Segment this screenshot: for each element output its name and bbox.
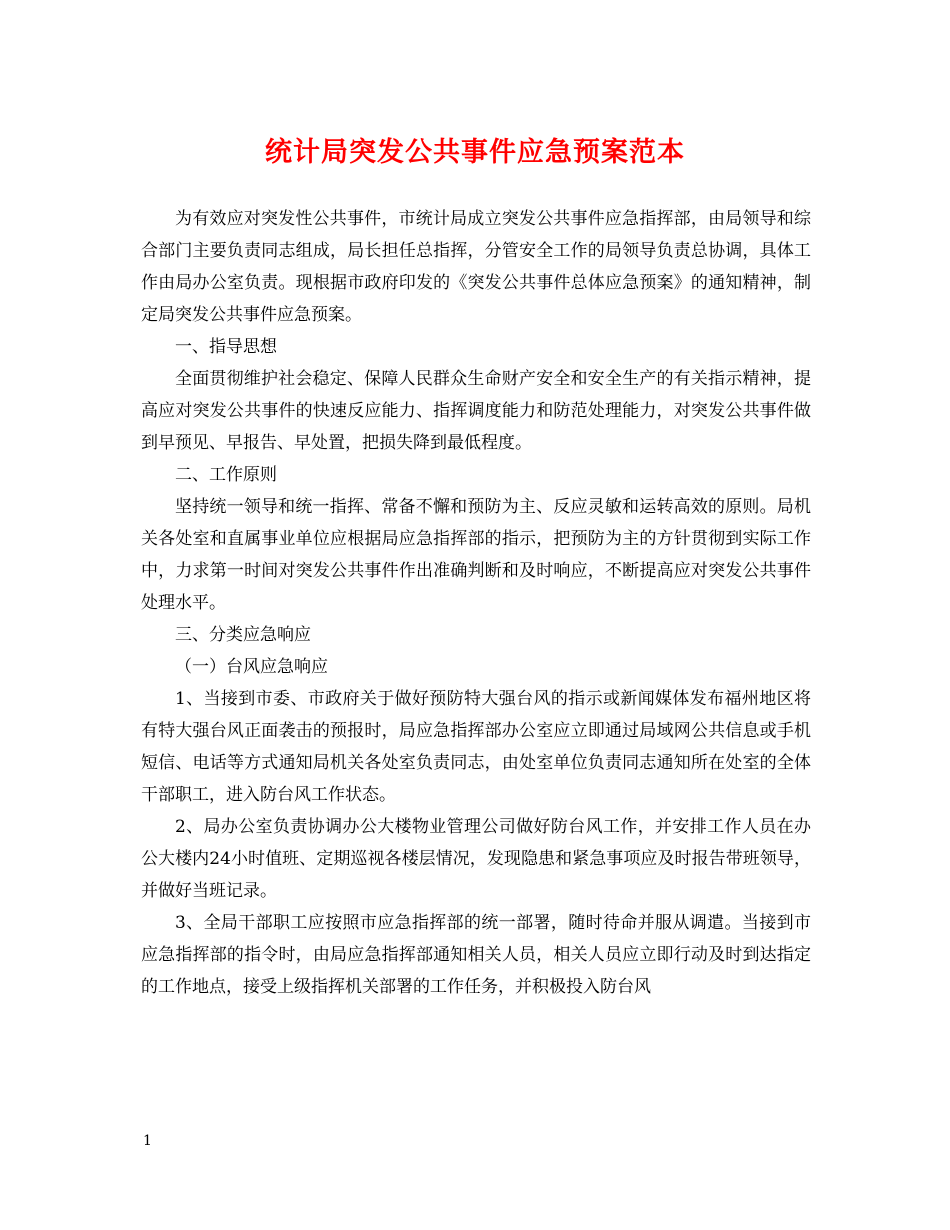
section-heading-emergency-response: 三、分类应急响应 (175, 625, 311, 645)
document-title: 统计局突发公共事件应急预案范本 (265, 137, 685, 168)
work-principles-paragraph: 坚持统一领导和统一指挥、常备不懈和预防为主、反应灵敏和运转高效的原则。局机关各处室和直属事业单位应根据局应急指挥部的指示，把预防为主的方针贯彻到实际工作中，力求第一时间对突发公共事件作出准确判断和及时响应，不断提高应对突发公共事件处理水平。 (141, 497, 811, 613)
intro-paragraph: 为有效应对突发性公共事件，市统计局成立突发公共事件应急指挥部，由局领导和综合部门主要负责同志组成，局长担任总指挥，分管安全工作的局领导负责总协调，具体工作由局办公室负责。现根据市政府印发的《突发公共事件总体应急预案》的通知精神，制定局突发公共事件应急预案。 (141, 209, 811, 325)
typhoon-response-item-1: 1、当接到市委、市政府关于做好预防特大强台风的指示或新闻媒体发布福州地区将有特大强台风正面袭击的预报时，局应急指挥部办公室应立即通过局域网公共信息或手机短信、电话等方式通知局机关各处室负责同志，由处室单位负责同志通知所在处室的全体干部职工，进入防台风工作状态。 (141, 689, 811, 805)
typhoon-response-item-3: 3、全局干部职工应按照市应急指挥部的统一部署，随时待命并服从调遣。当接到市应急指挥部的指令时，由局应急指挥部通知相关人员，相关人员应立即行动及时到达指定的工作地点，接受上级指挥机关部署的工作任务，并积极投入防台风 (141, 913, 811, 997)
document-body (141, 203, 811, 1003)
guiding-ideology-paragraph: 全面贯彻维护社会稳定、保障人民群众生命财产安全和安全生产的有关指示精神，提高应对突发公共事件的快速反应能力、指挥调度能力和防范处理能力，对突发公共事件做到早预见、早报告、早处置，把损失降到最低程度。 (141, 369, 811, 453)
typhoon-response-item-2: 2、局办公室负责协调办公大楼物业管理公司做好防台风工作，并安排工作人员在办公大楼内24小时值班、定期巡视各楼层情况，发现隐患和紧急事项应及时报告带班领导，并做好当班记录。 (141, 817, 811, 901)
subsection-heading-typhoon-response: （一）台风应急响应 (175, 657, 328, 677)
page-number: 1 (143, 1133, 152, 1149)
section-heading-work-principles: 二、工作原则 (175, 465, 277, 485)
section-heading-guiding-ideology: 一、指导思想 (175, 337, 277, 357)
